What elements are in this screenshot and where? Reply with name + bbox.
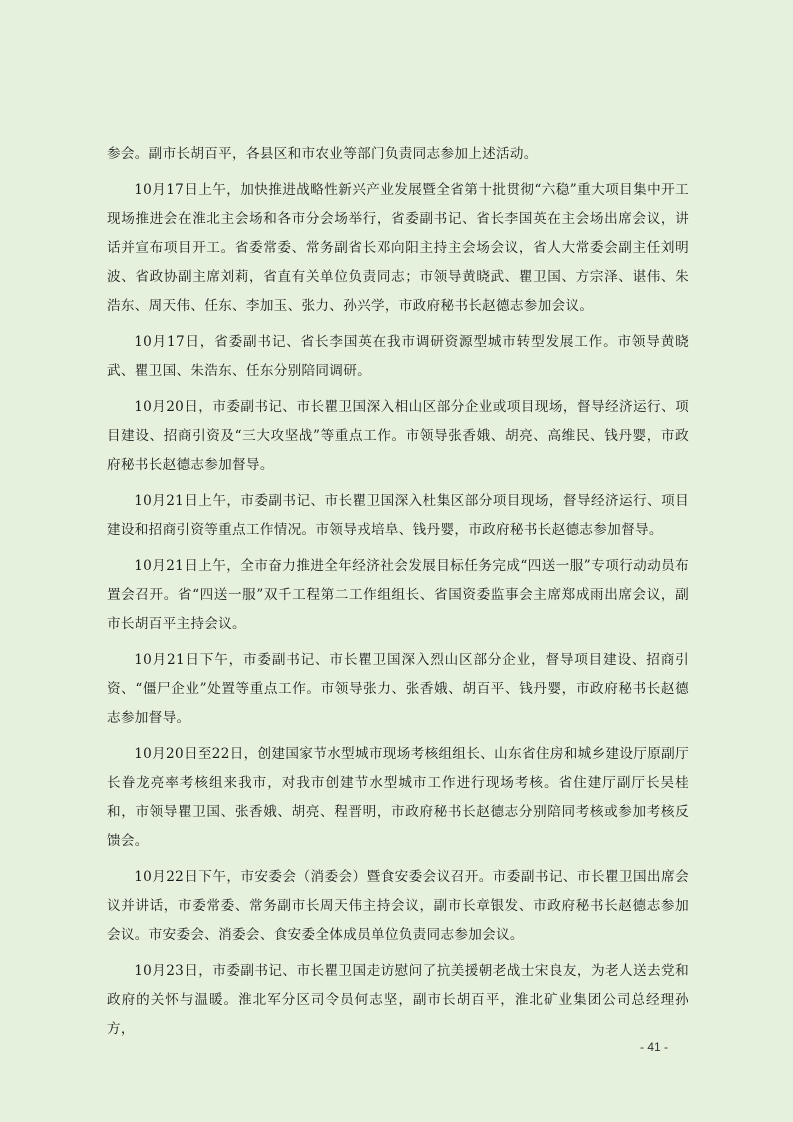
paragraph-oct20-22: 10月20日至22日，创建国家节水型城市现场考核组组长、山东省住房和城乡建设厅原副厅长眷龙亮率考核组来我市，对我市创建节水型城市工作进行现场考核。省住建厅副厅长吴桂和，市领导瞿卫国、张香娥、胡亮、程晋明，市政府秘书长赵德志分别陪同考核或参加考核反馈会。	[107, 746, 689, 849]
paragraph-oct20: 10月20日，市委副书记、市长瞿卫国深入相山区部分企业或项目现场，督导经济运行、项目建设、招商引资及“三大攻坚战”等重点工作。市领导张香娥、胡亮、高维民、钱丹婴，市政府秘书长赵德志参加督导。	[107, 399, 689, 473]
paragraph-oct21-afternoon: 10月21日下午，市委副书记、市长瞿卫国深入烈山区部分企业，督导项目建设、招商引资、“僵尸企业”处置等重点工作。市领导张力、张香娥、胡百平、钱丹婴，市政府秘书长赵德志参加督导。	[107, 652, 689, 726]
paragraph-oct21-morning-dují: 10月21日上午，市委副书记、市长瞿卫国深入杜集区部分项目现场，督导经济运行、项目建设和招商引资等重点工作情况。市领导戎培阜、钱丹婴，市政府秘书长赵德志参加督导。	[107, 493, 689, 538]
document-body	[107, 140, 689, 1051]
page-number: - 41 -	[640, 1040, 669, 1054]
paragraph-continuation: 参会。副市长胡百平，各县区和市农业等部门负责同志参加上述活动。	[107, 146, 538, 162]
paragraph-oct21-morning-meeting: 10月21日上午，全市奋力推进全年经济社会发展目标任务完成“四送一服”专项行动动员布置会召开。省“四送一服”双千工程第二工作组组长、省国资委监事会主席郑成雨出席会议，副市长胡百平主持会议。	[107, 558, 689, 632]
paragraph-oct17: 10月17日，省委副书记、省长李国英在我市调研资源型城市转型发展工作。市领导黄晓武、瞿卫国、朱浩东、任东分别陪同调研。	[107, 334, 689, 379]
paragraph-oct22-afternoon: 10月22日下午，市安委会（消委会）暨食安委会议召开。市委副书记、市长瞿卫国出席会议并讲话，市委常委、常务副市长周天伟主持会议，副市长章银发、市政府秘书长赵德志参加会议。市安委会、消委会、食安委全体成员单位负责同志参加会议。	[107, 869, 689, 943]
paragraph-oct23: 10月23日，市委副书记、市长瞿卫国走访慰问了抗美援朝老战士宋良友，为老人送去党和政府的关怀与温暖。淮北军分区司令员何志坚，副市长胡百平，淮北矿业集团公司总经理孙方，	[107, 963, 689, 1037]
paragraph-oct17-morning: 10月17日上午，加快推进战略性新兴产业发展暨全省第十批贯彻“六稳”重大项目集中开工现场推进会在淮北主会场和各市分会场举行，省委副书记、省长李国英在主会场出席会议，讲话并宣布项目开工。省委常委、常务副省长邓向阳主持主会场会议，省人大常委会副主任刘明波、省政协副主席刘莉，省直有关单位负责同志；市领导黄晓武、瞿卫国、方宗泽、谌伟、朱浩东、周天伟、任东、李加玉、张力、孙兴学，市政府秘书长赵德志参加会议。	[107, 182, 689, 314]
